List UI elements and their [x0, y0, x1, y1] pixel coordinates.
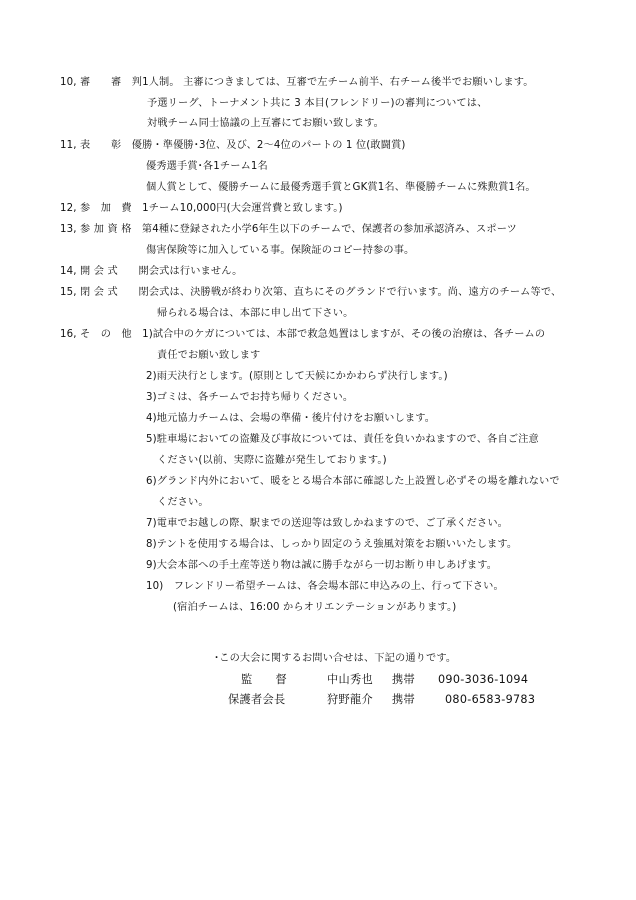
contact-role-coach: 監 督 — [241, 673, 287, 686]
item-10-line3: 対戦チーム同士協議の上互審にてお願い致します。 — [147, 118, 384, 129]
contact-name-coach: 中山秀也 — [327, 673, 373, 686]
item-16-7: 7)電車でお越しの際、駅までの送迎等は致しかねますので、ご了承ください。 — [146, 518, 509, 529]
item-13-line2: 傷害保険等に加入している事。保険証のコピー持参の事。 — [146, 245, 415, 256]
item-16-10-note: (宿泊チームは、16:00 からオリエンテーションがあります。) — [173, 602, 457, 613]
item-10-referee: 10, 審 審 判1人制。 主審につきましては、互審で左チーム前半、右チーム後半でお願いします。 — [60, 77, 534, 88]
item-13-eligibility: 13, 参 加 資 格 第4種に登録された小学6年生以下のチームで、保護者の参加承認済み、スポーツ — [60, 224, 517, 235]
item-16-9: 9)大会本部への手土産等送り物は誠に勝手ながら一切お断り申しあげます。 — [146, 560, 498, 571]
contact-role-parents: 保護者会長 — [228, 693, 286, 706]
item-10-line2: 予選リーグ、トーナメント共に 3 本目(フレンドリー)の審判については、 — [147, 98, 488, 109]
item-16-5: 5)駐車場においての盗難及び事故については、責任を負いかねますので、各自ご注意 — [146, 434, 539, 445]
item-16-6-line2: ください。 — [157, 497, 209, 508]
contact-phone-coach: 090-3036-1094 — [438, 673, 529, 686]
item-11-awards: 11, 表 彰 優勝・準優勝･3位、及び、2～4位のパートの 1 位(敢闘賞) — [60, 140, 406, 151]
contact-name-parents: 狩野龍介 — [327, 693, 373, 706]
item-16-8: 8)テントを使用する場合は、しっかり固定のうえ強風対策をお願いいたします。 — [146, 539, 518, 550]
contact-phone-label-parents: 携帯 — [392, 693, 415, 706]
item-15-line2: 帰られる場合は、本部に申し出て下さい。 — [157, 308, 354, 319]
contact-intro: ･この大会に関するお問い合せは、下記の通りです。 — [214, 653, 457, 664]
item-11-line3: 個人賞として、優勝チームに最優秀選手賞とGK賞1名、準優勝チームに殊勲賞1名。 — [146, 182, 536, 193]
item-15-closing: 15, 閉 会 式 閉会式は、決勝戦が終わり次第、直ちにそのグランドで行います。尚、遠方のチーム等で、 — [60, 287, 562, 298]
item-12-fee: 12, 参 加 費 1チーム10,000円(大会運営費と致します。) — [60, 203, 343, 214]
item-14-opening: 14, 開 会 式 開会式は行いません。 — [60, 266, 243, 277]
item-11-line2: 優秀選手賞･各1チーム1名 — [146, 161, 268, 172]
item-16-6: 6)グランド内外において、暖をとる場合本部に確認した上設置し必ずその場を離れないで — [146, 476, 560, 487]
item-16-5-line2: ください(以前、実際に盗難が発生しております。) — [157, 455, 387, 466]
item-16-10: 10) フレンドリー希望チームは、各会場本部に申込みの上、行って下さい。 — [146, 581, 504, 592]
item-16-line2: 責任でお願い致します — [157, 350, 261, 361]
item-16-2: 2)雨天決行とします。(原則として天候にかかわらず決行します。) — [146, 371, 448, 382]
contact-phone-label-coach: 携帯 — [392, 673, 415, 686]
contact-phone-parents: 080-6583-9783 — [445, 693, 536, 706]
item-16-other: 16, そ の 他 1)試合中のケガについては、本部で救急処置はしますが、その後の治療は、各チームの — [60, 329, 546, 340]
item-16-3: 3)ゴミは、各チームでお持ち帰りください。 — [146, 392, 354, 403]
item-16-4: 4)地元協力チームは、会場の準備・後片付けをお願いします。 — [146, 413, 436, 424]
